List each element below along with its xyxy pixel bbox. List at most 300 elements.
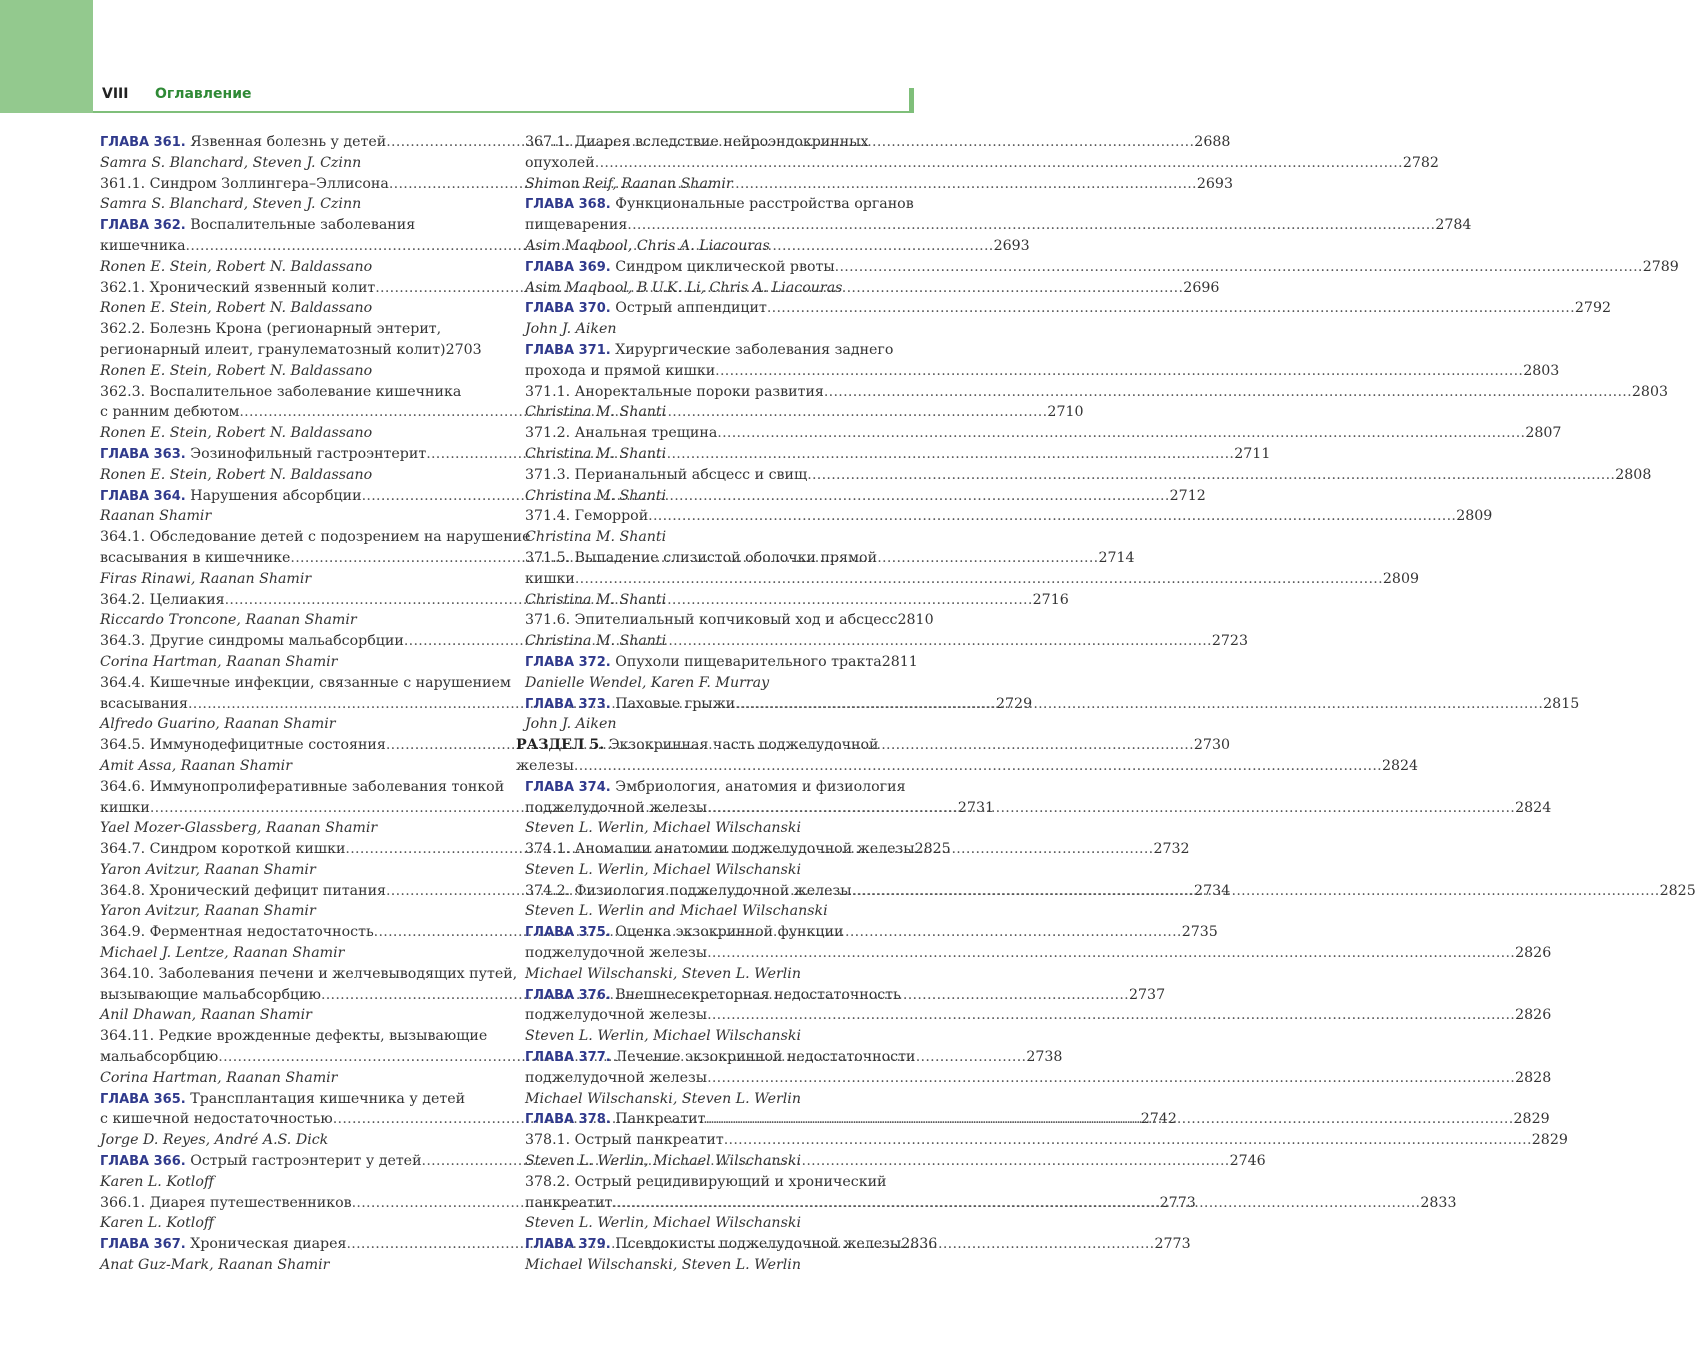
entry-text bbox=[100, 1193, 352, 1214]
entry-title: пищеварения bbox=[525, 217, 628, 234]
author-names: Shimon Reif, Raanan Shamir bbox=[525, 175, 733, 192]
toc-entry bbox=[100, 319, 478, 340]
entry-text bbox=[525, 862, 801, 878]
page-ref: 2826 bbox=[1515, 1007, 1552, 1024]
page-ref: 2732 bbox=[1153, 841, 1190, 858]
page-ref: 2808 bbox=[1615, 466, 1652, 483]
author-names: Ronen E. Stein, Robert N. Baldassano bbox=[100, 300, 373, 317]
entry-text bbox=[100, 259, 372, 275]
author-names: Alfredo Guarino, Raanan Shamir bbox=[100, 716, 336, 733]
toc-authors bbox=[100, 1130, 478, 1151]
page-ref: 2828 bbox=[1515, 1069, 1552, 1086]
entry-title: 362.2. Болезнь Крона (регионарный энтерит, bbox=[100, 321, 442, 338]
entry-text bbox=[100, 1215, 214, 1231]
entry-text bbox=[100, 922, 374, 943]
entry-text bbox=[100, 402, 239, 423]
entry-text bbox=[100, 631, 404, 652]
dot-leader bbox=[575, 569, 1383, 590]
entry-text bbox=[100, 675, 511, 691]
entry-text bbox=[525, 820, 801, 836]
toc-authors bbox=[100, 569, 478, 590]
entry-title: 364.5. Иммунодефицитные состояния bbox=[100, 737, 386, 754]
toc-authors bbox=[100, 1172, 478, 1193]
entry-text bbox=[100, 1007, 312, 1023]
entry-text bbox=[525, 924, 843, 940]
page-ref: 2711 bbox=[1234, 445, 1271, 462]
author-names: Samra S. Blanchard, Steven J. Czinn bbox=[100, 154, 362, 171]
toc-entry bbox=[516, 943, 1552, 964]
page-ref: 2688 bbox=[1194, 134, 1231, 150]
entry-text bbox=[525, 839, 915, 860]
entry-title: Трансплантация кишечника у детей bbox=[185, 1090, 466, 1107]
dot-leader bbox=[707, 1068, 1515, 1089]
toc-entry bbox=[516, 1130, 1568, 1151]
chapter-label: ГЛАВА 362. bbox=[100, 218, 186, 234]
entry-text bbox=[100, 798, 150, 819]
entry-text bbox=[100, 217, 415, 233]
entry-title: кишки bbox=[525, 570, 575, 587]
entry-title: 378.1. Острый панкреатит bbox=[525, 1132, 724, 1149]
entry-text bbox=[100, 694, 188, 715]
entry-text bbox=[525, 987, 901, 1003]
entry-text bbox=[525, 342, 893, 358]
entry-text bbox=[525, 465, 807, 486]
page-ref: 2807 bbox=[1525, 425, 1562, 442]
entry-title: Эмбриология, анатомия и физиология bbox=[610, 778, 906, 795]
page-ref: 2833 bbox=[1420, 1194, 1457, 1211]
toc-authors bbox=[516, 714, 903, 735]
entry-title: 364.8. Хронический дефицит питания bbox=[100, 882, 386, 899]
toc-entry bbox=[516, 1172, 903, 1193]
author-names: Christina M. Shanti bbox=[525, 529, 667, 546]
author-names: Steven L. Werlin, Michael Wilschanski bbox=[525, 1153, 801, 1170]
entry-title: опухолей bbox=[525, 154, 595, 171]
toc-entry bbox=[516, 340, 903, 361]
author-names: Ronen E. Stein, Robert N. Baldassano bbox=[100, 362, 373, 379]
toc-entry bbox=[100, 777, 505, 798]
entry-text bbox=[525, 196, 914, 212]
page-ref: 2809 bbox=[1382, 570, 1419, 587]
toc-entry bbox=[100, 382, 478, 403]
entry-text bbox=[100, 1070, 337, 1086]
author-names: Anil Dhawan, Raanan Shamir bbox=[100, 1007, 312, 1024]
toc-authors bbox=[100, 361, 478, 382]
entry-title: Острый аппендицит bbox=[610, 300, 767, 317]
entry-title: 364.2. Целиакия bbox=[100, 591, 225, 608]
entry-title: 364.9. Ферментная недостаточность bbox=[100, 924, 374, 941]
entry-title: регионарный илеит, гранулематозный колит) bbox=[100, 341, 446, 358]
page-ref: 2710 bbox=[1047, 404, 1084, 421]
dot-leader bbox=[735, 694, 1543, 715]
entry-text bbox=[100, 384, 461, 400]
entry-text bbox=[100, 716, 336, 732]
page-ref: 2789 bbox=[1642, 258, 1679, 275]
page-ref: 2734 bbox=[1194, 882, 1231, 899]
entry-text bbox=[525, 404, 666, 420]
dot-leader bbox=[852, 881, 1660, 902]
entry-text bbox=[100, 985, 321, 1006]
author-names: Ronen E. Stein, Robert N. Baldassano bbox=[100, 258, 373, 275]
entry-text bbox=[525, 298, 767, 320]
chapter-label: ГЛАВА 371. bbox=[525, 342, 611, 358]
author-names: Ronen E. Stein, Robert N. Baldassano bbox=[100, 425, 373, 442]
page-ref: 2703 bbox=[445, 341, 482, 358]
dot-leader bbox=[807, 465, 1615, 486]
toc-authors bbox=[516, 631, 903, 652]
entry-text bbox=[100, 196, 361, 212]
entry-text bbox=[525, 652, 882, 674]
entry-text bbox=[100, 486, 362, 508]
toc-authors bbox=[516, 319, 903, 340]
page-ref: 2836 bbox=[901, 1236, 938, 1253]
entry-title: 374.2. Физиология поджелудочной железы bbox=[525, 882, 852, 899]
entry-text bbox=[100, 1151, 422, 1173]
toc-authors bbox=[100, 1213, 478, 1234]
toc-entry bbox=[100, 527, 531, 548]
entry-title: 364.11. Редкие врожденные дефекты, вызывающие bbox=[100, 1028, 488, 1045]
dot-leader bbox=[824, 382, 1632, 403]
entry-text bbox=[525, 1028, 801, 1044]
entry-title: 371.6. Эпителиальный копчиковый ход и абсцесс bbox=[525, 612, 898, 629]
entry-title: поджелудочной железы bbox=[525, 1007, 708, 1024]
entry-text bbox=[525, 280, 842, 296]
entry-title: 364.4. Кишечные инфекции, связанные с нарушением bbox=[100, 674, 511, 691]
toc-entry bbox=[516, 215, 1472, 236]
chapter-label: ГЛАВА 367. bbox=[100, 1237, 186, 1253]
page-number: VIII bbox=[102, 86, 129, 102]
entry-title: Функциональные расстройства органов bbox=[610, 196, 914, 213]
author-names: Steven L. Werlin, Michael Wilschanski bbox=[525, 1215, 801, 1232]
entry-text bbox=[516, 737, 878, 753]
entry-title: мальабсорбцию bbox=[100, 1049, 219, 1066]
entry-title: Опухоли пищеварительного тракта bbox=[610, 653, 882, 670]
entry-text bbox=[100, 945, 344, 961]
dot-leader bbox=[707, 798, 1515, 819]
entry-title: Хирургические заболевания заднего bbox=[610, 341, 894, 358]
toc-authors bbox=[516, 402, 903, 423]
author-names: Karen L. Kotloff bbox=[100, 1215, 214, 1232]
entry-text bbox=[100, 881, 386, 902]
page-ref: 2825 bbox=[914, 841, 951, 858]
page-ref: 2714 bbox=[1098, 549, 1135, 566]
toc-authors bbox=[100, 465, 478, 486]
entry-title: 371.3. Перианальный абсцесс и свищ bbox=[525, 466, 808, 483]
chapter-label: ГЛАВА 366. bbox=[100, 1154, 186, 1170]
page-ref: 2773 bbox=[1159, 1194, 1196, 1211]
toc-entry bbox=[100, 673, 511, 694]
entry-title: Оценка экзокринной функции bbox=[610, 924, 844, 941]
toc-authors bbox=[100, 610, 478, 631]
entry-title: Хроническая диарея bbox=[185, 1236, 347, 1253]
entry-title: Нарушения абсорбции bbox=[185, 487, 362, 504]
author-names: Christina M. Shanti bbox=[525, 404, 667, 421]
entry-text bbox=[100, 132, 386, 154]
page-ref: 2784 bbox=[1435, 217, 1472, 234]
page-ref: 2782 bbox=[1402, 154, 1439, 171]
toc-authors bbox=[516, 901, 903, 922]
entry-title: Панкреатит bbox=[610, 1111, 706, 1128]
entry-text bbox=[525, 943, 707, 964]
entry-title: панкреатит bbox=[525, 1194, 613, 1211]
author-names: Corina Hartman, Raanan Shamir bbox=[100, 1069, 338, 1086]
entry-title: Эозинофильный гастроэнтерит bbox=[185, 445, 427, 462]
toc-entry bbox=[516, 756, 1419, 777]
entry-text bbox=[525, 1091, 801, 1107]
toc-entry bbox=[516, 735, 903, 756]
entry-text bbox=[525, 1174, 887, 1190]
entry-text bbox=[525, 798, 707, 819]
entry-title: 362.3. Воспалительное заболевание кишечника bbox=[100, 383, 462, 400]
page-ref: 2810 bbox=[897, 612, 934, 629]
entry-title: 371.4. Геморрой bbox=[525, 508, 649, 525]
author-names: Steven L. Werlin and Michael Wilschanski bbox=[525, 903, 828, 920]
entry-text bbox=[525, 361, 715, 382]
entry-text bbox=[525, 1068, 707, 1089]
page-ref: 2792 bbox=[1574, 300, 1611, 317]
entry-text bbox=[525, 215, 627, 236]
page-ref: 2738 bbox=[1026, 1049, 1063, 1066]
toc-entry bbox=[100, 1089, 478, 1110]
entry-text bbox=[525, 423, 717, 444]
entry-text bbox=[100, 758, 292, 774]
entry-text bbox=[100, 654, 337, 670]
toc-authors bbox=[100, 1255, 478, 1276]
page-ref: 2811 bbox=[881, 653, 918, 670]
entry-title: 364.1. Обследование детей с подозрением на нарушение bbox=[100, 529, 531, 546]
page-ref: 2746 bbox=[1229, 1153, 1266, 1170]
page-ref: 2729 bbox=[996, 695, 1033, 712]
page-ref: 2829 bbox=[1513, 1111, 1550, 1128]
entry-text bbox=[100, 174, 389, 195]
toc-entry bbox=[516, 1068, 1552, 1089]
entry-title: 366.1. Диарея путешественников bbox=[100, 1194, 352, 1211]
toc-authors bbox=[100, 423, 478, 444]
toc-entry bbox=[516, 361, 1560, 382]
chapter-label: ГЛАВА 361. bbox=[100, 135, 186, 150]
entry-title: Лечение экзокринной недостаточности bbox=[610, 1049, 916, 1066]
page-ref: 2696 bbox=[1183, 279, 1220, 296]
entry-text bbox=[100, 1234, 346, 1256]
dot-leader bbox=[715, 361, 1523, 382]
toc-authors bbox=[516, 278, 903, 299]
toc-entry bbox=[516, 194, 914, 215]
entry-title: поджелудочной железы bbox=[525, 799, 708, 816]
entry-text bbox=[525, 257, 835, 279]
chapter-label: ГЛАВА 368. bbox=[525, 197, 611, 213]
page-ref: 2809 bbox=[1456, 508, 1493, 525]
entry-title: с кишечной недостаточностью bbox=[100, 1111, 333, 1128]
toc-authors bbox=[100, 194, 478, 215]
chapter-label: ГЛАВА 378. bbox=[525, 1112, 611, 1128]
chapter-label: ГЛАВА 377. bbox=[525, 1050, 611, 1066]
entry-text bbox=[525, 446, 666, 462]
page-ref: 2716 bbox=[1032, 591, 1069, 608]
entry-title: 367.1. Диарея вследствие нейроэндокринных bbox=[525, 134, 869, 150]
toc-authors bbox=[516, 1089, 903, 1110]
toc-entry bbox=[516, 506, 1493, 527]
toc-authors bbox=[100, 1068, 478, 1089]
author-names: Michael Wilschanski, Steven L. Werlin bbox=[525, 1257, 801, 1274]
toc-entry bbox=[516, 652, 918, 673]
chapter-label: ГЛАВА 370. bbox=[525, 301, 611, 317]
page-title: Оглавление bbox=[155, 86, 252, 102]
entry-text bbox=[525, 506, 648, 527]
author-names: Corina Hartman, Raanan Shamir bbox=[100, 653, 338, 670]
entry-text bbox=[525, 1257, 801, 1273]
page-ref: 2803 bbox=[1631, 383, 1669, 400]
dot-leader bbox=[707, 943, 1515, 964]
chapter-label: ГЛАВА 369. bbox=[525, 259, 611, 275]
author-names: Asim Maqbool, B U.K. Li, Chris A. Liacouras bbox=[525, 279, 843, 296]
entry-title: Синдром циклической рвоты bbox=[610, 258, 835, 275]
entry-title: с ранним дебютом bbox=[100, 404, 240, 421]
author-names: Yaron Avitzur, Raanan Shamir bbox=[100, 903, 316, 920]
entry-title: 378.2. Острый рецидивирующий и хронический bbox=[525, 1173, 887, 1190]
toc-authors bbox=[516, 818, 903, 839]
entry-title: 364.10. Заболевания печени и желчевыводящих путей, bbox=[100, 965, 518, 982]
toc-entry bbox=[516, 382, 1669, 403]
entry-title: Язвенная болезнь у детей bbox=[185, 134, 387, 150]
entry-title: всасывания в кишечнике bbox=[100, 549, 291, 566]
page-ref: 2731 bbox=[957, 799, 994, 816]
entry-text bbox=[525, 569, 575, 590]
entry-text bbox=[100, 820, 377, 836]
toc-entry bbox=[516, 1005, 1552, 1026]
toc-entry bbox=[516, 298, 1611, 319]
entry-text bbox=[516, 756, 574, 777]
dot-leader bbox=[835, 257, 1643, 278]
entry-title: 361.1. Синдром Золлингера–Эллисона bbox=[100, 175, 389, 192]
entry-text bbox=[525, 153, 595, 174]
entry-text bbox=[525, 1049, 915, 1065]
entry-text bbox=[525, 675, 769, 691]
entry-text bbox=[100, 321, 441, 337]
toc-authors bbox=[100, 257, 478, 278]
author-names: Riccardo Troncone, Raanan Shamir bbox=[100, 612, 357, 629]
toc-entry bbox=[100, 215, 478, 236]
entry-title: железы bbox=[516, 757, 574, 774]
entry-text bbox=[100, 548, 290, 569]
toc-entry bbox=[516, 132, 903, 153]
entry-text bbox=[100, 779, 504, 795]
author-names: Jorge D. Reyes, André A.S. Dick bbox=[100, 1132, 329, 1149]
entry-text bbox=[100, 903, 316, 919]
entry-title: Внешнесекреторная недостаточность bbox=[610, 986, 901, 1003]
toc-authors bbox=[516, 1255, 903, 1276]
entry-title: Воспалительные заболевания bbox=[185, 217, 416, 234]
author-names: Anat Guz-Mark, Raanan Shamir bbox=[100, 1257, 330, 1274]
page-ref: 2815 bbox=[1543, 695, 1580, 712]
page-ref: 2735 bbox=[1181, 924, 1218, 941]
chapter-label: ГЛАВА 375. bbox=[525, 925, 611, 941]
toc-authors bbox=[100, 818, 478, 839]
toc-authors bbox=[516, 527, 903, 548]
toc-entry bbox=[100, 340, 482, 361]
entry-title: 371.1. Аноректальные пороки развития bbox=[525, 383, 824, 400]
toc-entry bbox=[516, 985, 903, 1006]
dot-leader bbox=[648, 506, 1456, 527]
entry-text bbox=[525, 1130, 724, 1151]
page-ref: 2773 bbox=[1154, 1236, 1191, 1253]
entry-text bbox=[100, 1257, 329, 1273]
toc-entry bbox=[516, 548, 903, 569]
toc-authors bbox=[516, 236, 903, 257]
entry-text bbox=[100, 612, 357, 628]
dot-leader bbox=[612, 1193, 1420, 1214]
entry-text bbox=[525, 1215, 801, 1231]
toc-authors bbox=[100, 714, 478, 735]
page-ref: 2693 bbox=[993, 237, 1030, 254]
toc-authors bbox=[516, 590, 903, 611]
author-names: Firas Rinawi, Raanan Shamir bbox=[100, 570, 312, 587]
entry-text bbox=[100, 590, 225, 611]
toc-entry bbox=[516, 610, 934, 631]
entry-text bbox=[525, 610, 898, 631]
author-names: Michael Wilschanski, Steven L. Werlin bbox=[525, 965, 801, 982]
author-names: John J. Aiken bbox=[525, 321, 617, 338]
toc-entry bbox=[516, 465, 1652, 486]
entry-text bbox=[100, 155, 361, 171]
author-names: Michael J. Lentze, Raanan Shamir bbox=[100, 945, 345, 962]
toc-authors bbox=[516, 860, 903, 881]
dot-leader bbox=[627, 215, 1435, 236]
page-ref: 2730 bbox=[1193, 737, 1230, 754]
entry-text bbox=[100, 1028, 487, 1044]
header-rule bbox=[93, 111, 912, 113]
entry-title: 364.6. Иммунопролиферативные заболевания тонкой bbox=[100, 778, 505, 795]
entry-text bbox=[100, 1174, 214, 1190]
entry-text bbox=[525, 779, 906, 795]
dot-leader bbox=[595, 153, 1403, 174]
author-names: Steven L. Werlin, Michael Wilschanski bbox=[525, 820, 801, 837]
entry-title: 371.5. Выпадение слизистой оболочки прямой bbox=[525, 549, 878, 566]
entry-text bbox=[525, 694, 735, 716]
entry-text bbox=[525, 134, 868, 150]
toc-authors bbox=[516, 1026, 903, 1047]
toc-authors bbox=[100, 860, 478, 881]
entry-text bbox=[100, 363, 372, 379]
entry-text bbox=[525, 529, 666, 545]
toc-entry bbox=[516, 569, 1419, 590]
entry-title: кишки bbox=[100, 799, 150, 816]
entry-text bbox=[100, 467, 372, 483]
entry-text bbox=[100, 340, 446, 361]
entry-text bbox=[525, 903, 828, 919]
page-ref: 2693 bbox=[1196, 175, 1233, 192]
entry-text bbox=[100, 1109, 333, 1130]
author-names: John J. Aiken bbox=[525, 716, 617, 733]
entry-text bbox=[525, 633, 666, 649]
toc-entry bbox=[516, 1234, 938, 1255]
toc-entry bbox=[516, 777, 906, 798]
author-names: Yaron Avitzur, Raanan Shamir bbox=[100, 861, 316, 878]
entry-text bbox=[525, 592, 666, 608]
chapter-label: ГЛАВА 365. bbox=[100, 1091, 186, 1107]
dot-leader bbox=[717, 423, 1525, 444]
entry-text bbox=[525, 966, 801, 982]
entry-title: кишечника bbox=[100, 237, 186, 254]
entry-text bbox=[100, 839, 345, 860]
toc-authors bbox=[100, 652, 478, 673]
entry-title: 362.1. Хронический язвенный колит bbox=[100, 279, 376, 296]
page-ref: 2742 bbox=[1140, 1111, 1177, 1128]
entry-title: Острый гастроэнтерит у детей bbox=[185, 1153, 422, 1170]
dot-leader bbox=[724, 1130, 1532, 1151]
entry-title: прохода и прямой кишки bbox=[525, 362, 716, 379]
author-names: Samra S. Blanchard, Steven J. Czinn bbox=[100, 196, 362, 213]
entry-text bbox=[525, 1234, 901, 1256]
entry-text bbox=[525, 1005, 707, 1026]
